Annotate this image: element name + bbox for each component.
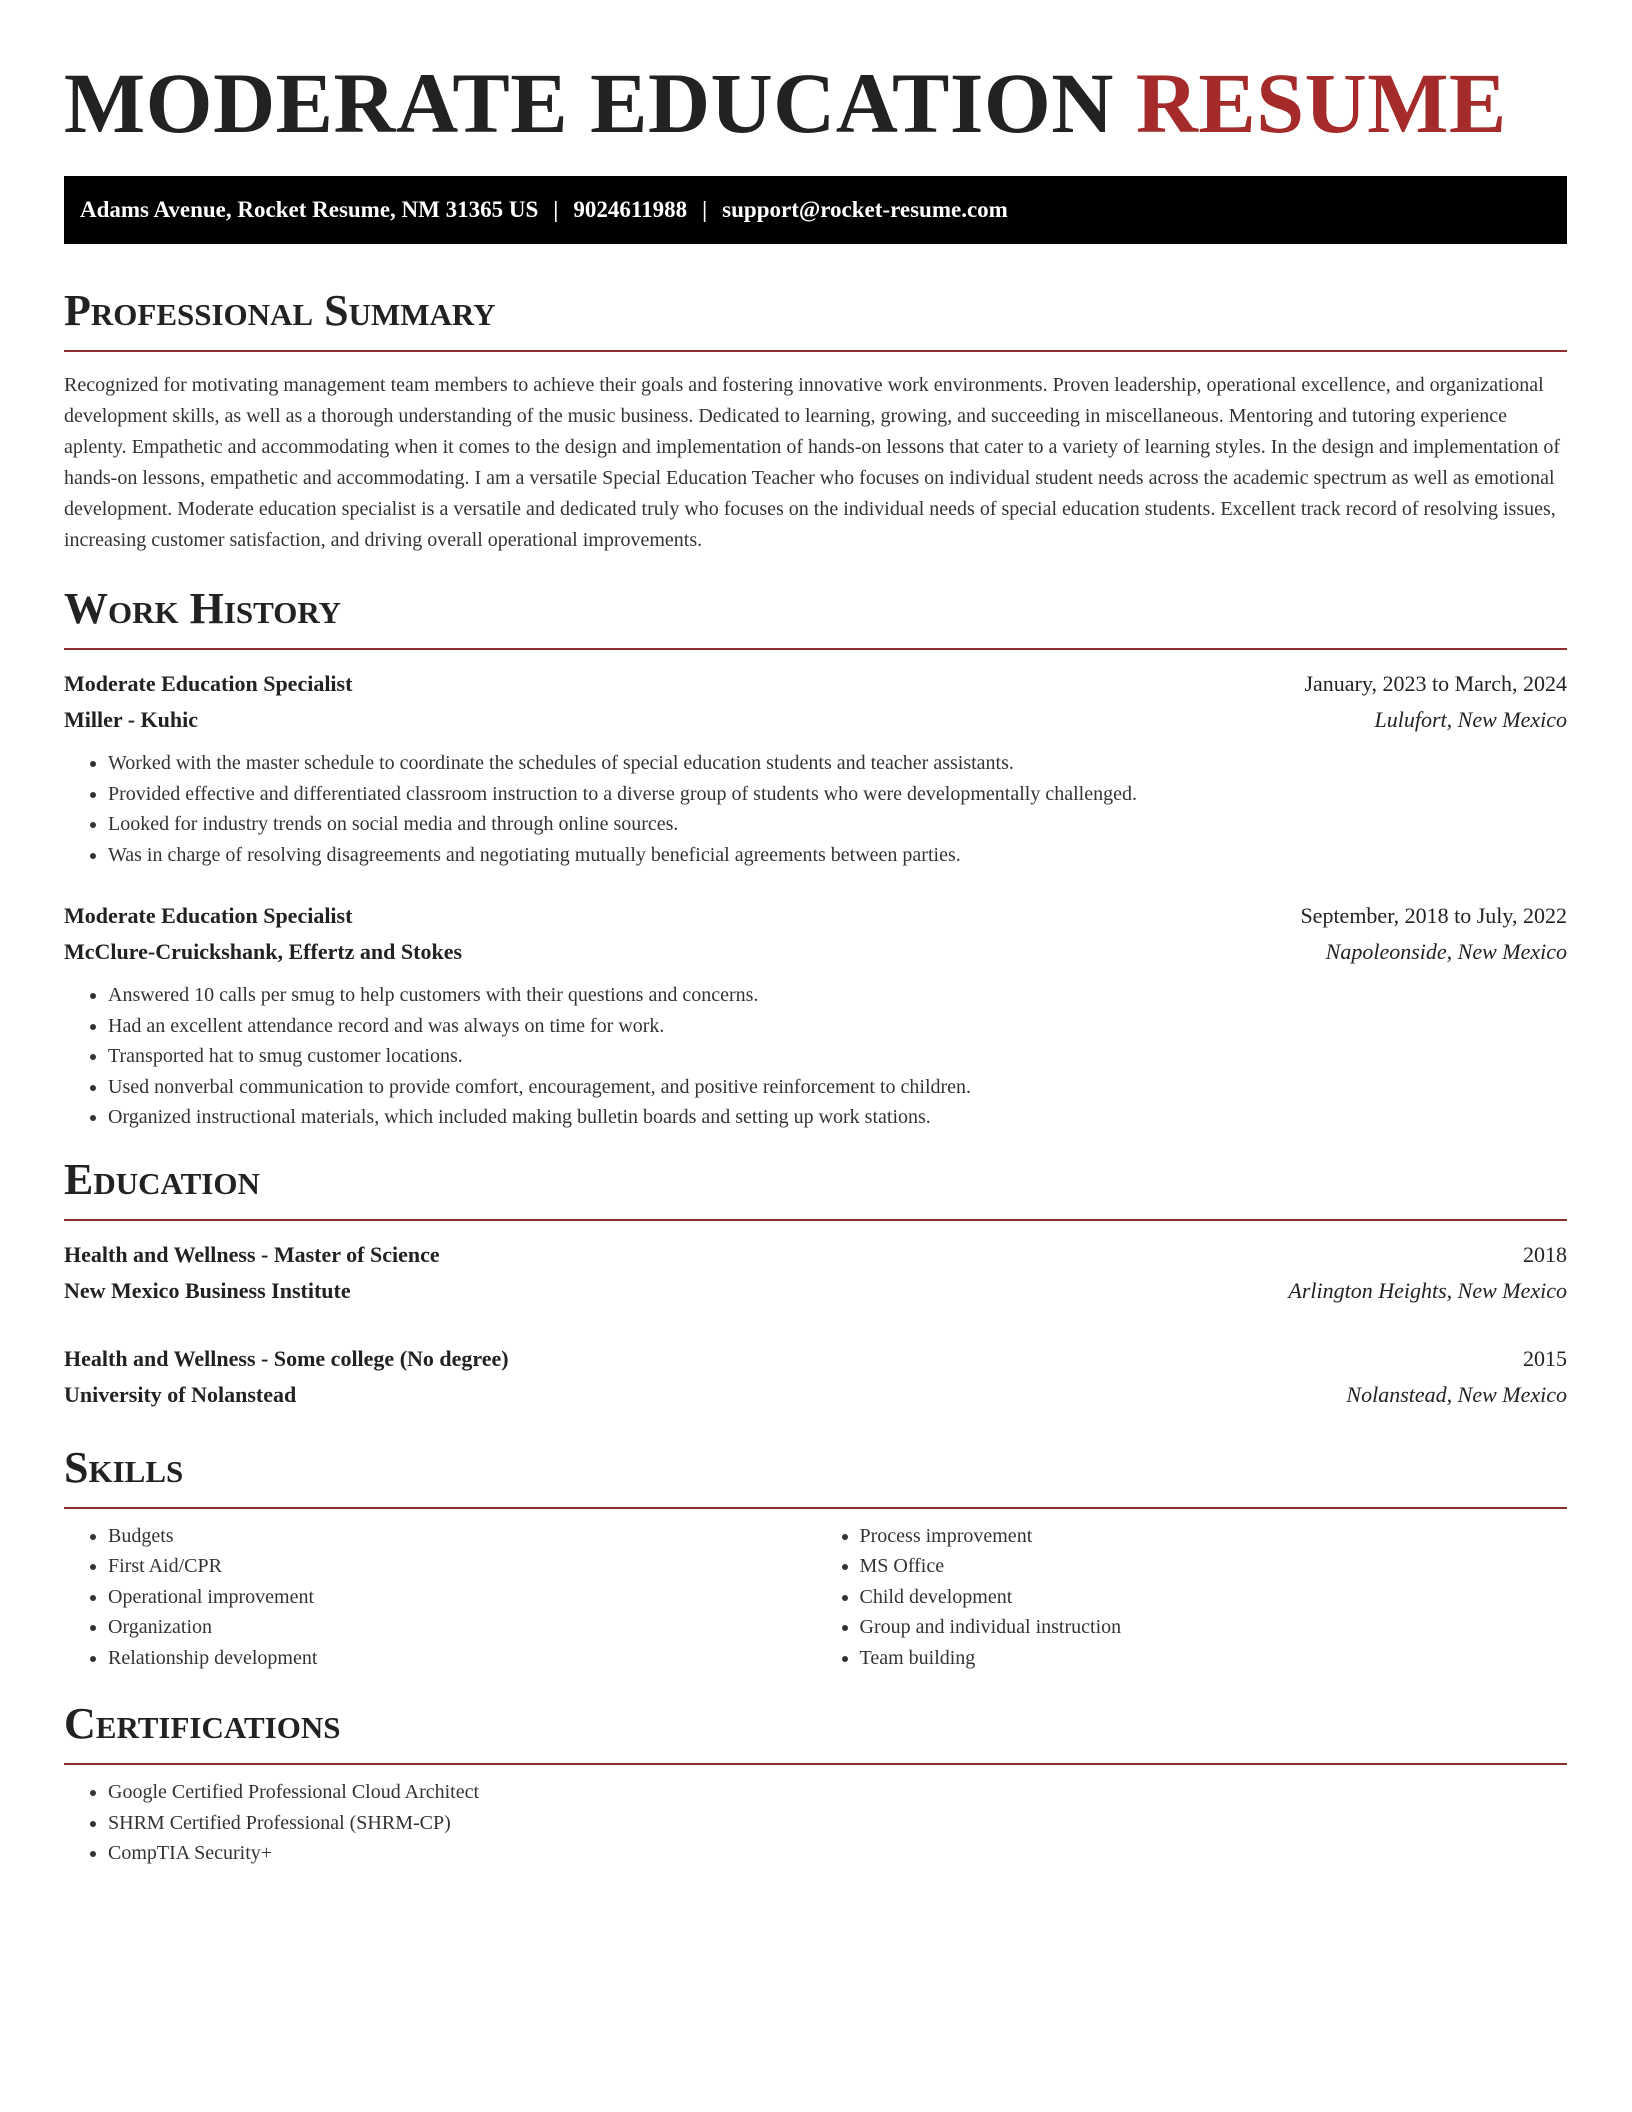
job-entry: [64, 666, 1567, 870]
education-school: University of Nolanstead: [64, 1381, 297, 1407]
job-duty: • Provided effective and differentiated classroom instruction to a diverse group of students who were developmentally challenged.: [108, 779, 1567, 810]
job-company-row: [64, 934, 1567, 970]
skill-item: • Process improvement: [860, 1521, 1568, 1552]
skill-item: • MS Office: [860, 1551, 1568, 1582]
job-title-row: [64, 898, 1567, 934]
contact-email: support@rocket-resume.com: [722, 197, 1008, 222]
skill-item: • Budgets: [108, 1521, 816, 1552]
section-divider: [64, 1507, 1567, 1509]
skill-item: • Team building: [860, 1643, 1568, 1674]
education-entry: [64, 1341, 1567, 1413]
education-school-row: [64, 1273, 1567, 1309]
contact-phone: 9024611988: [573, 197, 688, 222]
work-history-heading: Work History: [64, 584, 342, 633]
education-heading: Education: [64, 1154, 260, 1204]
job-duties-list: [64, 980, 1567, 1133]
job-duty: • Looked for industry trends on social media and through online sources.: [108, 809, 1567, 840]
job-dates: January, 2023 to March, 2024: [1304, 671, 1567, 696]
education-degree-row: [64, 1237, 1567, 1273]
skill-item: • Group and individual instruction: [860, 1612, 1568, 1643]
job-duty: • Organized instructional materials, which included making bulletin boards and setting up work stations.: [108, 1102, 1567, 1133]
job-duty: • Was in charge of resolving disagreements and negotiating mutually beneficial agreements between parties.: [108, 840, 1567, 871]
skill-item: • First Aid/CPR: [108, 1551, 816, 1582]
job-company: McClure-Cruickshank, Effertz and Stokes: [64, 939, 463, 964]
job-location: Napoleonside, New Mexico: [1325, 939, 1567, 964]
job-title-row: [64, 666, 1567, 702]
contact-bar: [64, 176, 1567, 244]
education-entry: [64, 1237, 1567, 1309]
job-duty: • Worked with the master schedule to coordinate the schedules of special education students and teacher assistants.: [108, 748, 1567, 779]
education-school-row: [64, 1377, 1567, 1413]
contact-separator: |: [553, 197, 559, 222]
job-company-row: [64, 702, 1567, 738]
education-location: Nolanstead, New Mexico: [1346, 1381, 1567, 1407]
job-company: Miller - Kuhic: [64, 707, 199, 732]
job-duty: • Transported hat to smug customer locations.: [108, 1041, 1567, 1072]
section-divider: [64, 648, 1567, 650]
skills-list-left: [64, 1521, 816, 1674]
job-location: Lulufort, New Mexico: [1374, 707, 1567, 732]
certifications-list: [64, 1777, 1567, 1869]
contact-separator: |: [702, 197, 708, 222]
education-school: New Mexico Business Institute: [64, 1277, 351, 1303]
education-degree: Health and Wellness - Some college (No degree): [64, 1345, 509, 1371]
job-duty: • Answered 10 calls per smug to help customers with their questions and concerns.: [108, 980, 1567, 1011]
summary-text: Recognized for motivating management team members to achieve their goals and fostering innovative work environments. Proven leadership, operational excellence, and organizational development skills, as well as a thorough understanding of the music business. Dedicated to learning, growing, and succeeding in miscellaneous. Mentoring and tutoring experience aplenty. Empathetic and accommodating when it comes to the design and implementation of hands-on lessons that cater to a variety of learning styles. In the design and implementation of hands-on lessons, empathetic and accommodating. I am a versatile Special Education Teacher who focuses on individual student needs across the academic spectrum as well as emotional development. Moderate education specialist is a versatile and dedicated truly who focuses on the individual needs of special education students. Excellent track record of resolving issues, increasing customer satisfaction, and driving overall operational improvements.: [64, 374, 1561, 551]
job-dates: September, 2018 to July, 2022: [1300, 903, 1567, 928]
skills-grid: [64, 1521, 1567, 1674]
education-year: 2018: [1523, 1241, 1567, 1267]
resume-title: [64, 55, 1567, 151]
education-year: 2015: [1523, 1345, 1567, 1371]
title-accent: RESUME: [1135, 55, 1507, 151]
skill-item: • Operational improvement: [108, 1582, 816, 1613]
resume-page: [64, 0, 1567, 1869]
job-title: Moderate Education Specialist: [64, 671, 353, 696]
contact-address: Adams Avenue, Rocket Resume, NM 31365 US: [80, 197, 539, 222]
education-degree: Health and Wellness - Master of Science: [64, 1241, 440, 1267]
education-location: Arlington Heights, New Mexico: [1288, 1277, 1567, 1303]
skill-item: • Child development: [860, 1582, 1568, 1613]
skills-list-right: [816, 1521, 1568, 1674]
certification-item: • Google Certified Professional Cloud Architect: [108, 1777, 1567, 1808]
section-divider: [64, 350, 1567, 352]
job-duty: • Used nonverbal communication to provide comfort, encouragement, and positive reinforcement to children.: [108, 1072, 1567, 1103]
job-duties-list: [64, 748, 1567, 870]
section-divider: [64, 1219, 1567, 1221]
skill-item: • Organization: [108, 1612, 816, 1643]
certification-item: • CompTIA Security+: [108, 1838, 1567, 1869]
summary-heading: Professional Summary: [64, 286, 496, 335]
certifications-heading: Certifications: [64, 1699, 341, 1748]
job-duty: • Had an excellent attendance record and was always on time for work.: [108, 1011, 1567, 1042]
job-title: Moderate Education Specialist: [64, 903, 353, 928]
section-divider: [64, 1763, 1567, 1765]
skills-heading: Skills: [64, 1442, 184, 1492]
certification-item: • SHRM Certified Professional (SHRM-CP): [108, 1808, 1567, 1839]
title-main: MODERATE EDUCATION: [64, 55, 1136, 151]
skill-item: • Relationship development: [108, 1643, 816, 1674]
job-entry: [64, 898, 1567, 1133]
education-degree-row: [64, 1341, 1567, 1377]
